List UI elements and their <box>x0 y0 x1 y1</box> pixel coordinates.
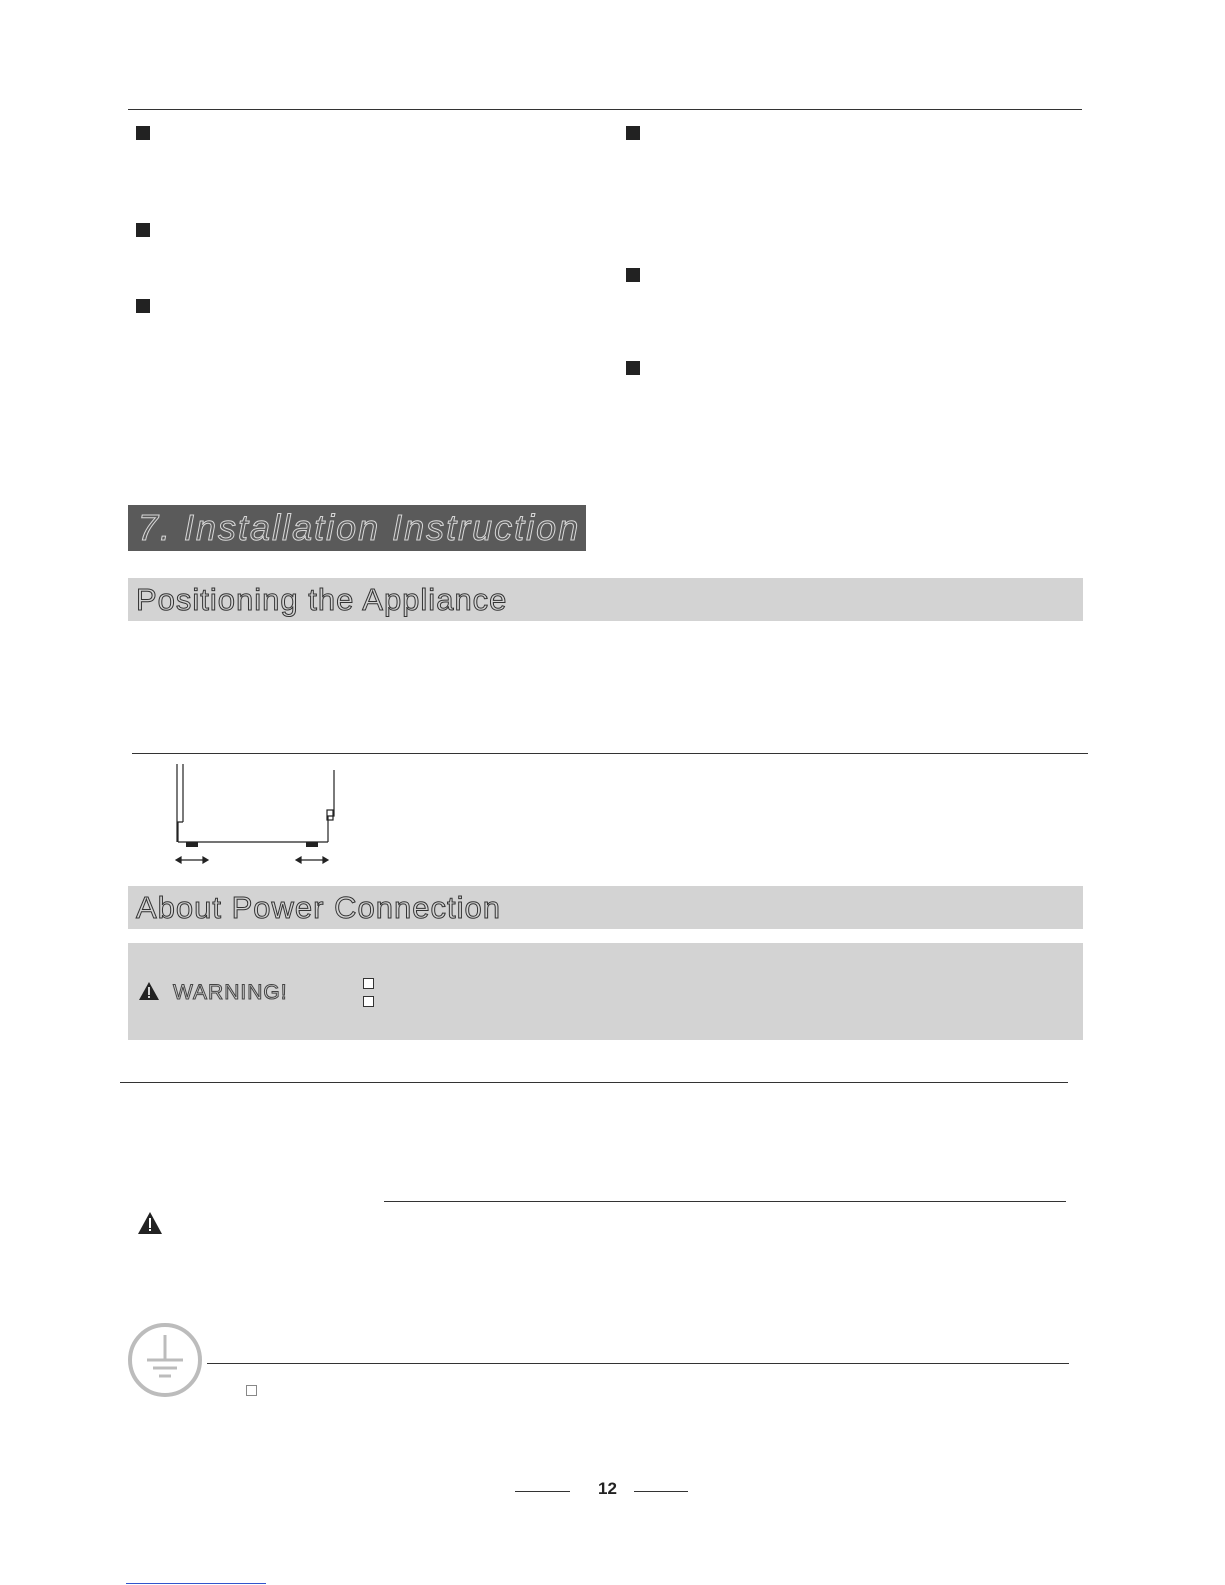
bullet-marker <box>136 126 150 140</box>
warning-label: WARNING! <box>173 981 288 1004</box>
warning-icon <box>138 981 160 1001</box>
bullet-marker <box>626 268 640 282</box>
bullet-marker <box>136 223 150 237</box>
page-number: 12 <box>598 1479 617 1498</box>
bullet-marker <box>626 126 640 140</box>
divider-rule <box>132 753 1088 754</box>
footer-link-underline[interactable] <box>126 1583 266 1584</box>
appliance-feet-diagram <box>168 760 348 872</box>
warning-box <box>128 943 1083 1040</box>
earth-ground-icon <box>125 1320 205 1400</box>
bullet-marker <box>136 299 150 313</box>
divider-rule <box>207 1363 1069 1364</box>
section-title: 7. Installation Instruction <box>128 505 586 551</box>
divider-rule <box>120 1082 1068 1083</box>
foot-right <box>306 842 318 847</box>
list-bullet <box>246 1385 257 1396</box>
page-rule-right <box>634 1491 688 1492</box>
warning-icon <box>137 1211 163 1235</box>
foot-left <box>186 842 198 847</box>
power-heading: About Power Connection <box>128 886 1083 929</box>
warning-bullet <box>363 996 374 1007</box>
warning-bullet <box>363 978 374 989</box>
bullet-marker <box>626 361 640 375</box>
positioning-heading: Positioning the Appliance <box>128 578 1083 621</box>
page-rule-left <box>515 1491 570 1492</box>
divider-rule <box>384 1201 1066 1202</box>
top-rule <box>128 109 1082 110</box>
